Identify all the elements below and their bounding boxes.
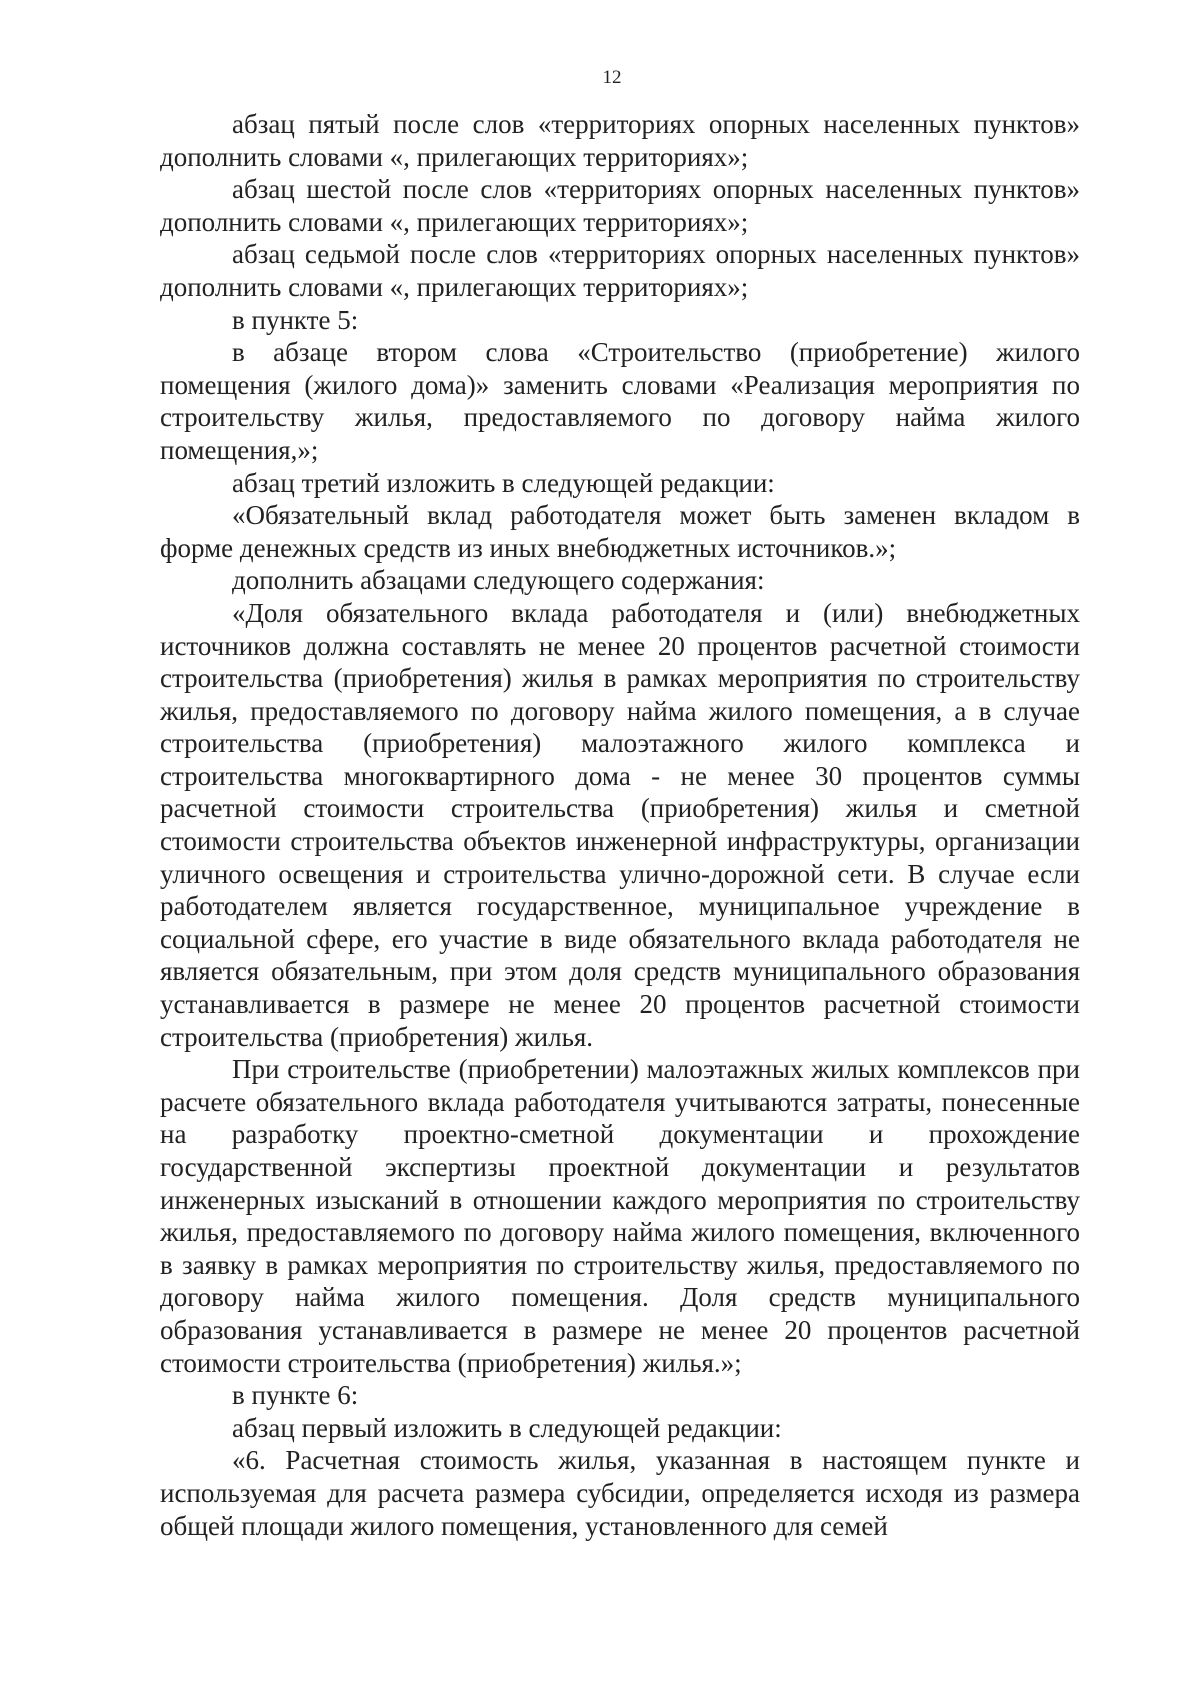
page-number: 12: [602, 67, 622, 88]
paragraph-7: «Обязательный вклад работодателя может быть заменен вкладом в форме денежных средств из иных внебюджетных источников.»;: [160, 500, 1080, 563]
paragraph-4: в пункте 5:: [232, 304, 359, 335]
paragraph-1: абзац пятый после слов «территориях опорных населенных пунктов» дополнить словами «, прилегающих территориях»;: [160, 109, 1080, 172]
document-body: [160, 108, 1080, 1542]
paragraph-5: в абзаце втором слова «Строительство (приобретение) жилого помещения (жилого дома)» заменить словами «Реализация мероприятия по строительству жилья, предоставляемого по договору найма жилого помещения,»;: [160, 337, 1080, 465]
paragraph-8: дополнить абзацами следующего содержания:: [232, 565, 765, 596]
paragraph-10: При строительстве (приобретении) малоэтажных жилых комплексов при расчете обязательного вклада работодателя учитываются затраты, понесенные на разработку проектно-сметной документации и прохождение государственной экспертизы проектной документации и результатов инженерных изысканий в отношении каждого мероприятия по строительству жилья, предоставляемого по договору найма жилого помещения, включенного в заявку в рамках мероприятия по строительству жилья, предоставляемого по договору найма жилого помещения. Доля средств муниципального образования устанавливается в размере не менее 20 процентов расчетной стоимости строительства (приобретения) жилья.»;: [160, 1054, 1080, 1378]
paragraph-2: абзац шестой после слов «территориях опорных населенных пунктов» дополнить словами «, прилегающих территориях»;: [160, 174, 1080, 237]
paragraph-6: абзац третий изложить в следующей редакции:: [232, 467, 775, 498]
paragraph-13: «6. Расчетная стоимость жилья, указанная в настоящем пункте и используемая для расчета размера субсидии, определяется исходя из размера общей площади жилого помещения, установленного для семей: [160, 1445, 1080, 1541]
paragraph-9: «Доля обязательного вклада работодателя и (или) внебюджетных источников должна составлять не менее 20 процентов расчетной стоимости строительства (приобретения) жилья в рамках мероприятия по строительству жилья, предоставляемого по договору найма жилого помещения, а в случае строительства (приобретения) малоэтажного жилого комплекса и строительства многоквартирного дома - не менее 30 процентов суммы расчетной стоимости строительства (приобретения) жилья и сметной стоимости строительства объектов инженерной инфраструктуры, организации уличного освещения и строительства улично-дорожной сети. В случае если работодателем является государственное, муниципальное учреждение в социальной сфере, его участие в виде обязательного вклада работодателя не является обязательным, при этом доля средств муниципального образования устанавливается в размере не менее 20 процентов расчетной стоимости строительства (приобретения) жилья.: [160, 597, 1080, 1052]
paragraph-12: абзац первый изложить в следующей редакции:: [232, 1412, 782, 1443]
paragraph-11: в пункте 6:: [232, 1380, 359, 1411]
paragraph-3: абзац седьмой после слов «территориях опорных населенных пунктов» дополнить словами «, прилегающих территориях»;: [160, 239, 1080, 302]
